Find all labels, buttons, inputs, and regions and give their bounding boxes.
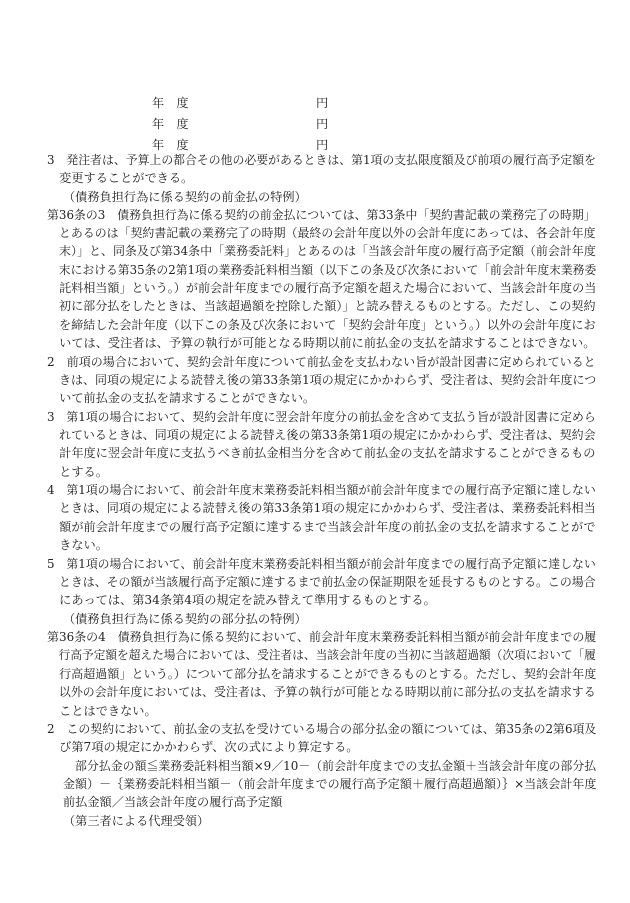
paragraph-3-line: 計年度に翌会計年度に支払うべき前払金相当分を含めて前払金の支払を請求することができるもの: [47, 446, 596, 460]
article-36-3-line: いては、受注者は、予算の執行が可能となる時期以前に前払金の支払を請求することはできない。: [47, 336, 596, 350]
article-36-3-line: 末）」と、同条及び第34条中「業務委託料」とあるのは「当該会計年度の履行高予定額（前会計年度: [47, 244, 596, 258]
paragraph-3-line: 3 第1項の場合において、契約会計年度に翌会計年度分の前払金を含めて支払う旨が設計図書に定めら: [47, 410, 596, 424]
article-36-3-line: とあるのは「契約書記載の業務完了の時期（最終の会計年度以外の会計年度にあっては、各会計年度: [47, 226, 596, 240]
paragraph-2-line: 2 この契約において、前払金の支払を受けている場合の部分払金の額については、第35条の2第6項及: [47, 722, 597, 736]
yen-unit: 円: [316, 96, 329, 110]
paragraph-4-line: 額が前会計年度までの履行高予定額に達するまで当該会計年度の前払金の支払を請求することがで: [47, 520, 596, 534]
clause-3-line: 変更することができる。: [47, 171, 194, 185]
article-36-3-line: 初に部分払をしたときは、当該超過額を控除した額）」と読み替えるものとする。ただし、この契約: [47, 299, 596, 313]
fiscal-year-label: 年 度: [152, 96, 189, 110]
paragraph-3-line: とする。: [47, 465, 108, 479]
paragraph-4-line: ときは、同項の規定による読替え後の第33条第1項の規定にかかわらず、受注者は、業務委託料相当: [47, 501, 596, 515]
paragraph-3-line: れているときは、同項の規定による読替え後の第33条第1項の規定にかかわらず、受注者は、契約会: [47, 428, 596, 442]
paragraph-5-line: 5 第1項の場合において、前会計年度末業務委託料相当額が前会計年度までの履行高予定額に達しない: [47, 557, 596, 571]
paragraph-2-line: きは、同項の規定による読替え後の第33条第1項の規定にかかわらず、受注者は、契約会計年度につ: [47, 373, 597, 387]
formula-line: 前払金額／当該会計年度の履行高予定額: [63, 795, 283, 809]
paragraph-2-line: び第7項の規定にかかわらず、次の式により算定する。: [47, 740, 359, 754]
article-36-3-line: を締結した会計年度（以下この条及び次条において「契約会計年度」という。）以外の会計年度にお: [47, 318, 596, 332]
article-36-4-line: 第36条の4 債務負担行為に係る契約において、前会計年度末業務委託料相当額が前会計年度までの履: [47, 630, 597, 644]
article-36-3-line: 末における第35条の2第1項の業務委託料相当額（以下この条及び次条において「前会計年度末業務委: [47, 263, 597, 277]
paragraph-5-line: にあっては、第34条第4項の規定を読み替えて準用するものとする。: [47, 593, 436, 607]
article-36-4-line: 行高予定額を超えた場合においては、受注者は、当該会計年度の当初に当該超過額（次項において「履: [47, 648, 596, 662]
fiscal-year-label: 年 度: [152, 117, 189, 131]
paragraph-2-line: 2 前項の場合において、契約会計年度について前払金を支払わない旨が設計図書に定められていると: [47, 355, 596, 369]
paragraph-5-line: ときは、その額が当該履行高予定額に達するまで前払金の保証期限を延長するものとする。この場合: [47, 575, 596, 589]
fiscal-year-label: 年 度: [152, 138, 189, 152]
paragraph-4-line: 4 第1項の場合において、前会計年度末業務委託料相当額が前会計年度までの履行高予定額に達しない: [47, 483, 596, 497]
formula-line: 金額）－｛業務委託料相当額－（前会計年度までの履行高予定額＋履行高超過額）｝×当該会計年度: [63, 777, 597, 791]
article-36-4-line: 行高超過額」という。）について部分払を請求することができるものとする。ただし、契約会計年度: [47, 667, 597, 681]
yen-unit: 円: [316, 138, 329, 152]
formula-line: 部分払金の額≦業務委託料相当額×9／10－（前会計年度までの支払金額＋当該会計年度の部分払: [75, 759, 597, 773]
paragraph-2-line: いて前払金の支払を請求することができない。: [47, 391, 316, 405]
yen-unit: 円: [316, 117, 329, 131]
article-36-4-line: 以外の会計年度においては、受注者は、予算の執行が可能となる時期以前に部分払の支払を請求する: [47, 685, 596, 699]
paragraph-4-line: きない。: [47, 538, 108, 552]
section-heading: （第三者による代理受領）: [63, 814, 210, 828]
article-36-3-line: 第36条の3 債務負担行為に係る契約の前金払については、第33条中「契約書記載の業務完了の時期」: [47, 208, 596, 222]
section-heading: （債務負担行為に係る契約の部分払の特例）: [63, 612, 307, 626]
article-36-4-line: ことはできない。: [47, 704, 157, 718]
article-36-3-line: 託料相当額」という。）が前会計年度までの履行高予定額を超えた場合において、当該会計年度の当: [47, 281, 597, 295]
section-heading: （債務負担行為に係る契約の前金払の特例）: [63, 190, 307, 204]
clause-3-line: 3 発注者は、予算上の都合その他の必要があるときは、第1項の支払限度額及び前項の履行高予定額を: [47, 153, 596, 167]
